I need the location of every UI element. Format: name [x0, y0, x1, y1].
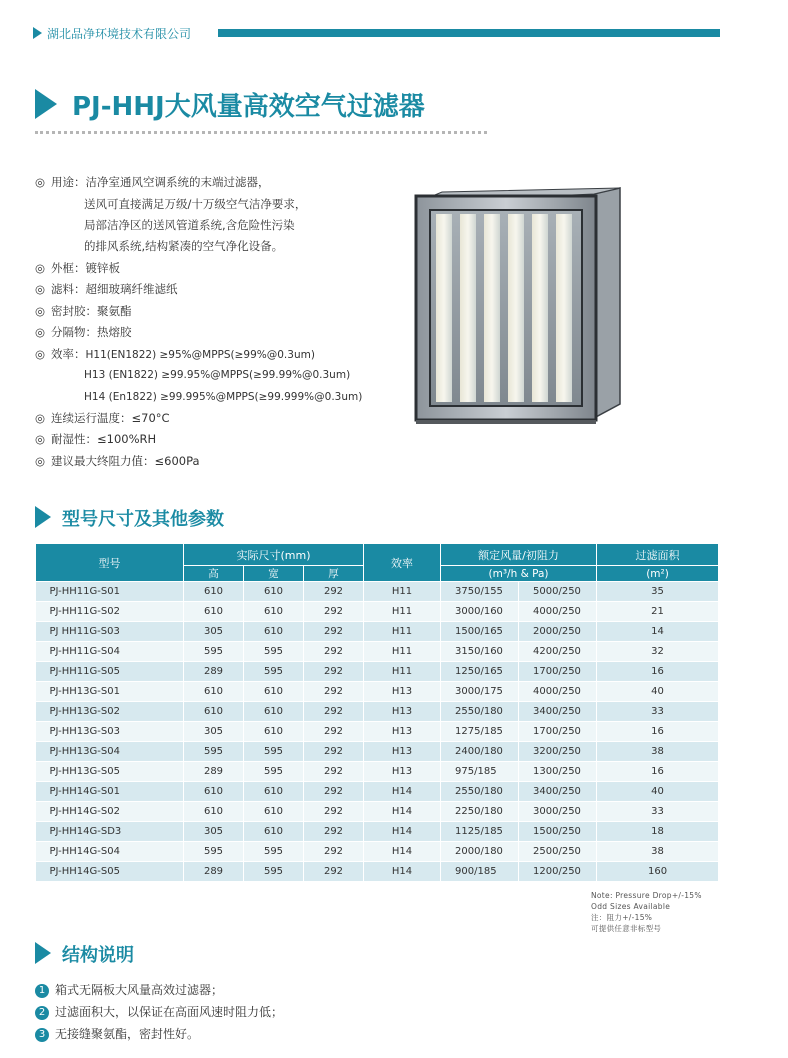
max-flow-cell: 5000/250 [519, 582, 597, 602]
rated-flow-cell: 2400/180 [441, 742, 519, 762]
header-area-unit: (m²) [597, 566, 719, 582]
rated-flow-cell: 3000/175 [441, 682, 519, 702]
title-dotted-divider [35, 131, 487, 134]
filter-area-cell: 40 [597, 682, 719, 702]
width-cell: 595 [244, 762, 304, 782]
circle-bullet-icon: ◎ [35, 347, 46, 361]
section-triangle-icon [35, 506, 51, 528]
width-cell: 610 [244, 582, 304, 602]
header-size: 实际尺寸(mm) [184, 544, 364, 566]
height-cell: 610 [184, 582, 244, 602]
circle-bullet-icon: ◎ [35, 325, 46, 339]
circle-bullet-icon: ◎ [35, 304, 46, 318]
rated-flow-cell: 1250/165 [441, 662, 519, 682]
width-cell: 610 [244, 802, 304, 822]
depth-cell: 292 [304, 782, 364, 802]
width-cell: 610 [244, 822, 304, 842]
filter-area-cell: 21 [597, 602, 719, 622]
depth-cell: 292 [304, 602, 364, 622]
spec-usage-line-2: 送风可直接满足万级/十万级空气洁净要求， [84, 197, 307, 211]
table-row [36, 782, 719, 802]
number-badge-icon: 2 [35, 1006, 49, 1020]
table-row [36, 622, 719, 642]
max-flow-cell: 1700/250 [519, 662, 597, 682]
spec-separator: ◎ 分隔物：热熔胶 [35, 322, 132, 342]
depth-cell: 292 [304, 682, 364, 702]
height-cell: 610 [184, 682, 244, 702]
model-cell: PJ-HH11G-S04 [36, 642, 184, 662]
number-badge-icon: 3 [35, 1028, 49, 1042]
height-cell: 610 [184, 782, 244, 802]
width-cell: 595 [244, 742, 304, 762]
height-cell: 595 [184, 742, 244, 762]
depth-cell: 292 [304, 742, 364, 762]
rated-flow-cell: 1500/165 [441, 622, 519, 642]
spec-efficiency-line-3: H14 (En1822) ≥99.995%@MPPS(≥99.999%@0.3um) [84, 391, 363, 403]
efficiency-cell: H11 [364, 582, 441, 602]
circle-bullet-icon: ◎ [35, 261, 46, 275]
rated-flow-cell: 3150/160 [441, 642, 519, 662]
table-row [36, 702, 719, 722]
width-cell: 595 [244, 862, 304, 882]
efficiency-cell: H11 [364, 642, 441, 662]
max-flow-cell: 3400/250 [519, 702, 597, 722]
spec-temperature: ◎ 连续运行温度：≤70°C [35, 408, 170, 428]
width-cell: 610 [244, 702, 304, 722]
spec-usage: ◎ 用途：洁净室通风空调系统的末端过滤器， [35, 172, 270, 192]
efficiency-cell: H11 [364, 662, 441, 682]
height-cell: 289 [184, 662, 244, 682]
max-flow-cell: 1500/250 [519, 822, 597, 842]
max-flow-cell: 4000/250 [519, 682, 597, 702]
spec-usage-line-3: 局部洁净区的送风管道系统,含危险性污染 [84, 218, 295, 232]
header-triangle-icon [33, 27, 42, 39]
width-cell: 610 [244, 682, 304, 702]
number-badge-icon: 1 [35, 984, 49, 998]
table-row [36, 862, 719, 882]
header-height: 高 [184, 566, 244, 582]
efficiency-cell: H13 [364, 762, 441, 782]
spec-usage-line-1: 洁净室通风空调系统的末端过滤器， [85, 175, 270, 189]
spec-final-resistance: ◎ 建议最大终阻力值：≤600Pa [35, 451, 200, 471]
depth-cell: 292 [304, 822, 364, 842]
depth-cell: 292 [304, 862, 364, 882]
header-width: 宽 [244, 566, 304, 582]
circle-bullet-icon: ◎ [35, 454, 46, 468]
height-cell: 305 [184, 722, 244, 742]
model-cell: PJ-HH13G-S03 [36, 722, 184, 742]
efficiency-cell: H13 [364, 702, 441, 722]
efficiency-cell: H11 [364, 602, 441, 622]
spec-humidity: ◎ 耐湿性：≤100%RH [35, 429, 156, 449]
header-model: 型号 [36, 544, 184, 582]
filter-area-cell: 18 [597, 822, 719, 842]
max-flow-cell: 2500/250 [519, 842, 597, 862]
efficiency-cell: H13 [364, 682, 441, 702]
efficiency-cell: H14 [364, 782, 441, 802]
note-line: Odd Sizes Available [591, 902, 671, 911]
depth-cell: 292 [304, 842, 364, 862]
filter-area-cell: 16 [597, 762, 719, 782]
height-cell: 610 [184, 602, 244, 622]
height-cell: 289 [184, 762, 244, 782]
rated-flow-cell: 2000/180 [441, 842, 519, 862]
model-cell: PJ-HH14G-S01 [36, 782, 184, 802]
spec-usage-line-4: 的排风系统,结构紧凑的空气净化设备。 [84, 239, 284, 253]
table-row [36, 822, 719, 842]
filter-area-cell: 14 [597, 622, 719, 642]
model-cell: PJ-HH13G-S04 [36, 742, 184, 762]
efficiency-cell: H13 [364, 722, 441, 742]
efficiency-cell: H13 [364, 742, 441, 762]
max-flow-cell: 1700/250 [519, 722, 597, 742]
filter-area-cell: 40 [597, 782, 719, 802]
max-flow-cell: 3400/250 [519, 782, 597, 802]
depth-cell: 292 [304, 622, 364, 642]
width-cell: 610 [244, 622, 304, 642]
rated-flow-cell: 975/185 [441, 762, 519, 782]
height-cell: 289 [184, 862, 244, 882]
rated-flow-cell: 3750/155 [441, 582, 519, 602]
header-depth: 厚 [304, 566, 364, 582]
section-triangle-icon [35, 942, 51, 964]
section-models-title: 型号尺寸及其他参数 [62, 509, 224, 530]
max-flow-cell: 3000/250 [519, 802, 597, 822]
max-flow-cell: 3200/250 [519, 742, 597, 762]
filter-area-cell: 38 [597, 742, 719, 762]
circle-bullet-icon: ◎ [35, 175, 46, 189]
height-cell: 610 [184, 802, 244, 822]
width-cell: 610 [244, 722, 304, 742]
spec-media: ◎ 滤料：超细玻璃纤维滤纸 [35, 279, 178, 299]
efficiency-cell: H14 [364, 822, 441, 842]
height-cell: 595 [184, 842, 244, 862]
spec-efficiency-line-1: H11(EN1822) ≥95%@MPPS(≥99%@0.3um) [85, 349, 315, 361]
depth-cell: 292 [304, 582, 364, 602]
table-row [36, 602, 719, 622]
max-flow-cell: 4200/250 [519, 642, 597, 662]
note-line: 注：阻力+/-15% [591, 913, 653, 922]
header-bar [218, 29, 720, 37]
page-title: PJ-HHJ大风量高效空气过滤器 [72, 92, 425, 122]
title-triangle-icon [35, 89, 57, 119]
circle-bullet-icon: ◎ [35, 432, 46, 446]
table-row [36, 742, 719, 762]
efficiency-cell: H14 [364, 802, 441, 822]
max-flow-cell: 1300/250 [519, 762, 597, 782]
efficiency-cell: H14 [364, 862, 441, 882]
structure-item: 1 箱式无隔板大风量高效过滤器； [35, 981, 223, 998]
header-efficiency: 效率 [364, 544, 441, 582]
max-flow-cell: 4000/250 [519, 602, 597, 622]
depth-cell: 292 [304, 722, 364, 742]
max-flow-cell: 1200/250 [519, 862, 597, 882]
filter-area-cell: 16 [597, 662, 719, 682]
table-row [36, 582, 719, 602]
structure-item: 2 过滤面积大，以保证在高面风速时阻力低； [35, 1003, 283, 1020]
width-cell: 610 [244, 602, 304, 622]
spec-efficiency-line-2: H13 (EN1822) ≥99.95%@MPPS(≥99.99%@0.3um) [84, 369, 351, 381]
model-cell: PJ-HH14G-S02 [36, 802, 184, 822]
height-cell: 595 [184, 642, 244, 662]
depth-cell: 292 [304, 802, 364, 822]
table-row [36, 762, 719, 782]
structure-item: 3 无接缝聚氨酯，密封性好。 [35, 1025, 199, 1042]
rated-flow-cell: 900/185 [441, 862, 519, 882]
rated-flow-cell: 3000/160 [441, 602, 519, 622]
table-notes [591, 890, 702, 934]
width-cell: 595 [244, 842, 304, 862]
rated-flow-cell: 2250/180 [441, 802, 519, 822]
rated-flow-cell: 1275/185 [441, 722, 519, 742]
model-cell: PJ-HH14G-SD3 [36, 822, 184, 842]
model-cell: PJ-HH13G-S02 [36, 702, 184, 722]
header-flow: 额定风量/初阻力 [441, 544, 597, 566]
table-row [36, 802, 719, 822]
note-line: Note: Pressure Drop+/-15% [591, 891, 702, 900]
model-cell: PJ-HH13G-S01 [36, 682, 184, 702]
depth-cell: 292 [304, 762, 364, 782]
max-flow-cell: 2000/250 [519, 622, 597, 642]
circle-bullet-icon: ◎ [35, 411, 46, 425]
note-line: 可提供任意非标型号 [591, 924, 662, 933]
model-spec-table [35, 543, 719, 882]
rated-flow-cell: 2550/180 [441, 782, 519, 802]
spec-sealant: ◎ 密封胶：聚氨酯 [35, 301, 132, 321]
header-area: 过滤面积 [597, 544, 719, 566]
height-cell: 610 [184, 702, 244, 722]
model-cell: PJ HH11G-S03 [36, 622, 184, 642]
model-cell: PJ-HH14G-S05 [36, 862, 184, 882]
height-cell: 305 [184, 622, 244, 642]
table-row [36, 722, 719, 742]
model-cell: PJ-HH11G-S05 [36, 662, 184, 682]
spec-efficiency: ◎ 效率：H11(EN1822) ≥95%@MPPS(≥99%@0.3um) [35, 344, 315, 365]
table-row [36, 842, 719, 862]
filter-area-cell: 32 [597, 642, 719, 662]
filter-area-cell: 160 [597, 862, 719, 882]
filter-area-cell: 33 [597, 802, 719, 822]
filter-area-cell: 33 [597, 702, 719, 722]
width-cell: 595 [244, 642, 304, 662]
model-cell: PJ-HH11G-S01 [36, 582, 184, 602]
depth-cell: 292 [304, 662, 364, 682]
header-flow-unit: (m³/h & Pa) [441, 566, 597, 582]
filter-product-image [412, 186, 622, 436]
filter-area-cell: 38 [597, 842, 719, 862]
spec-frame: ◎ 外框：镀锌板 [35, 258, 120, 278]
rated-flow-cell: 1125/185 [441, 822, 519, 842]
width-cell: 595 [244, 662, 304, 682]
model-cell: PJ-HH14G-S04 [36, 842, 184, 862]
company-name: 湖北品净环境技术有限公司 [47, 27, 192, 41]
depth-cell: 292 [304, 702, 364, 722]
model-cell: PJ-HH13G-S05 [36, 762, 184, 782]
depth-cell: 292 [304, 642, 364, 662]
efficiency-cell: H14 [364, 842, 441, 862]
filter-area-cell: 16 [597, 722, 719, 742]
efficiency-cell: H11 [364, 622, 441, 642]
table-row [36, 682, 719, 702]
width-cell: 610 [244, 782, 304, 802]
table-row [36, 642, 719, 662]
model-cell: PJ-HH11G-S02 [36, 602, 184, 622]
filter-area-cell: 35 [597, 582, 719, 602]
rated-flow-cell: 2550/180 [441, 702, 519, 722]
height-cell: 305 [184, 822, 244, 842]
circle-bullet-icon: ◎ [35, 282, 46, 296]
table-row [36, 662, 719, 682]
section-structure-title: 结构说明 [62, 945, 134, 966]
